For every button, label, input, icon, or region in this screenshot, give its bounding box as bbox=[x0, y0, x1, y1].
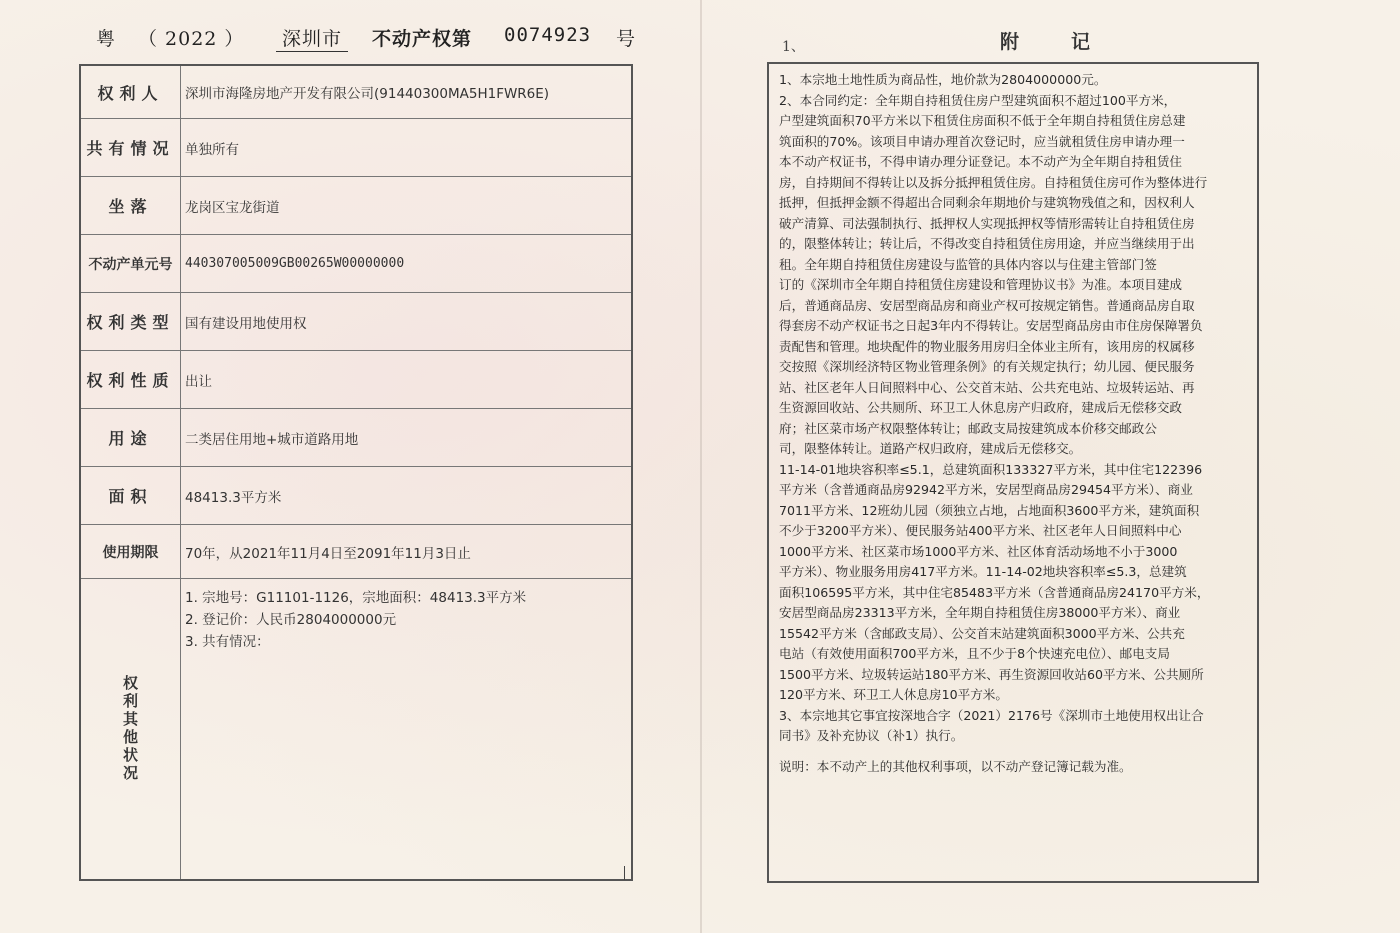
row-label: 使用期限 bbox=[81, 525, 181, 578]
row-value: 单独所有 bbox=[185, 141, 239, 158]
table-tick-mark bbox=[624, 866, 625, 880]
appendix-line: 抵押，但抵押金额不得超出合同剩余年期地价与建筑物残值之和，因权利人 bbox=[779, 195, 1195, 210]
header-province: 粤 bbox=[96, 28, 117, 50]
appendix-line: 安居型商品房23313平方米，全年期自持租赁住房38000平方米）、商业 bbox=[779, 605, 1181, 620]
appendix-line: 责配售和管理。地块配件的物业服务用房归全体业主所有，该用房的权属移 bbox=[779, 338, 1195, 354]
row-value: 龙岗区宝龙街道 bbox=[185, 199, 280, 216]
appendix-line: 电站（有效使用面积700平方米，且不少于8个快速充电位）、邮电支局 bbox=[779, 646, 1170, 661]
row-label: 权利其他状况 bbox=[81, 579, 181, 879]
appendix-line: 户型建筑面积70平方米以下租赁住房面积不低于全年期自持租赁住房总建 bbox=[779, 113, 1186, 128]
appendix-line: 的，限整体转让；转让后，不得改变自持租赁住房用途，并应当继续用于出 bbox=[779, 236, 1195, 251]
appendix-line: 1000平方米、社区菜市场1000平方米、社区体育活动场地不小于3000 bbox=[779, 543, 1178, 559]
appendix-note: 说明：本不动产上的其他权利事项，以不动产登记簿记载为准。 bbox=[779, 758, 1132, 774]
header-year: （ 2022 ） bbox=[138, 28, 245, 50]
appendix-line: 3、本宗地其它事宜按深地合字（2021）2176号《深圳市土地使用权出让合 bbox=[779, 707, 1204, 723]
appendix-line: 7011平方米、12班幼儿园（须独立占地，占地面积3600平方米，建筑面积 bbox=[779, 502, 1200, 518]
appendix-line: 同书》及补充协议（补1）执行。 bbox=[779, 728, 964, 743]
row-label: 不动产单元号 bbox=[81, 235, 181, 292]
row-value: 国有建设用地使用权 bbox=[185, 315, 307, 332]
appendix-line: 生资源回收站、公共厕所、环卫工人休息房产归政府，建成后无偿移交政 bbox=[779, 400, 1182, 415]
page-index: 1、 bbox=[782, 39, 805, 55]
row-label: 用途 bbox=[81, 409, 181, 466]
appendix-line: 1500平方米、垃圾转运站180平方米、再生资源回收站60平方米、公共厕所 bbox=[779, 666, 1204, 682]
appendix-title: 附记 bbox=[1000, 31, 1143, 53]
row-value: 二类居住用地+城市道路用地 bbox=[185, 431, 359, 448]
header-city: 深圳市 bbox=[276, 24, 348, 52]
table-row bbox=[81, 293, 631, 351]
other-status-line: 3. 共有情况： bbox=[185, 634, 270, 650]
appendix-line: 得套房不动产权证书之日起3年内不得转让。安居型商品房由市住房保障署负 bbox=[779, 318, 1203, 333]
other-status-line: 1. 宗地号：G11101-1126，宗地面积：48413.3平方米 bbox=[185, 590, 527, 606]
appendix-line: 交按照《深圳经济特区物业管理条例》的有关规定执行；幼儿园、便民服务 bbox=[779, 359, 1195, 374]
table-row bbox=[81, 351, 631, 409]
row-value: 48413.3平方米 bbox=[185, 489, 282, 506]
row-value: 深圳市海隆房地产开发有限公司(91440300MA5H1FWR6E) bbox=[185, 86, 550, 102]
table-row bbox=[81, 235, 631, 293]
appendix-line: 2、本合同约定：全年期自持租赁住房户型建筑面积不超过100平方米， bbox=[779, 92, 1177, 108]
appendix-line: 后，普通商品房、安居型商品房和商业产权可按规定销售。普通商品房自取 bbox=[779, 297, 1195, 313]
header-cert-label: 不动产权第 bbox=[372, 28, 473, 50]
appendix-line: 司，限整体转让。道路产权归政府，建成后无偿移交。 bbox=[779, 441, 1082, 456]
appendix-line: 1、本宗地土地性质为商品性，地价款为2804000000元。 bbox=[779, 72, 1107, 87]
rights-table bbox=[79, 64, 633, 881]
row-label: 共有情况 bbox=[81, 119, 181, 176]
table-row bbox=[81, 409, 631, 467]
row-label: 坐落 bbox=[81, 177, 181, 234]
appendix-line: 订的《深圳市全年期自持租赁住房建设和管理协议书》为准。本项目建成 bbox=[779, 277, 1182, 292]
appendix-line: 面积106595平方米，其中住宅85483平方米（含普通商品房24170平方米， bbox=[779, 584, 1210, 600]
appendix-line: 府；社区菜市场产权限整体转让；邮政支局按建筑成本价移交邮政公 bbox=[779, 420, 1157, 436]
appendix-line: 筑面积的70%。该项目申请办理首次登记时，应当就租赁住房申请办理一 bbox=[779, 133, 1185, 149]
row-value: 出让 bbox=[185, 373, 212, 390]
row-label: 权利性质 bbox=[81, 351, 181, 408]
row-value: 70年，从2021年11月4日至2091年11月3日止 bbox=[185, 545, 471, 562]
row-label: 权利类型 bbox=[81, 293, 181, 350]
appendix-line: 破产清算、司法强制执行、抵押权人实现抵押权等情形需转让自持租赁住房 bbox=[779, 215, 1195, 231]
table-row bbox=[81, 467, 631, 525]
row-value: 440307005009GB00265W00000000 bbox=[185, 256, 405, 271]
appendix-line: 120平方米、环卫工人休息房10平方米。 bbox=[779, 687, 1008, 702]
row-label: 权利人 bbox=[81, 66, 181, 118]
appendix-line: 本不动产权证书，不得申请办理分证登记。本不动产为全年期自持租赁住 bbox=[779, 154, 1182, 169]
appendix-line: 租。全年期自持租赁住房建设与监管的具体内容以与住建主管部门签 bbox=[779, 256, 1157, 272]
appendix-line: 房，自持期间不得转让以及拆分抵押租赁住房。自持租赁住房可作为整体进行 bbox=[779, 174, 1208, 190]
page-spine bbox=[700, 0, 702, 933]
other-status-line: 2. 登记价：人民币2804000000元 bbox=[185, 612, 397, 628]
appendix-line: 11-14-01地块容积率≤5.1，总建筑面积133327平方米，其中住宅122396 bbox=[779, 461, 1203, 477]
table-row-other bbox=[81, 579, 631, 879]
row-label: 面积 bbox=[81, 467, 181, 524]
appendix-line: 不少于3200平方米）、便民服务站400平方米、社区老年人日间照料中心 bbox=[779, 523, 1182, 538]
appendix-line: 站、社区老年人日间照料中心、公交首末站、公共充电站、垃圾转运站、再 bbox=[779, 379, 1195, 395]
header-hao: 号 bbox=[616, 28, 637, 50]
appendix-line: 15542平方米（含邮政支局）、公交首末站建筑面积3000平方米、公共充 bbox=[779, 625, 1185, 641]
table-row bbox=[81, 525, 631, 579]
table-row bbox=[81, 66, 631, 119]
appendix-text bbox=[779, 70, 1249, 777]
table-row bbox=[81, 177, 631, 235]
appendix-line: 平方米（含普通商品房92942平方米，安居型商品房29454平方米）、商业 bbox=[779, 482, 1193, 497]
other-status-list bbox=[185, 587, 526, 653]
appendix-box bbox=[767, 62, 1259, 883]
header-cert-number: 0074923 bbox=[504, 24, 592, 46]
table-row bbox=[81, 119, 631, 177]
appendix-line: 平方米）、物业服务用房417平方米。11-14-02地块容积率≤5.3，总建筑 bbox=[779, 564, 1187, 579]
